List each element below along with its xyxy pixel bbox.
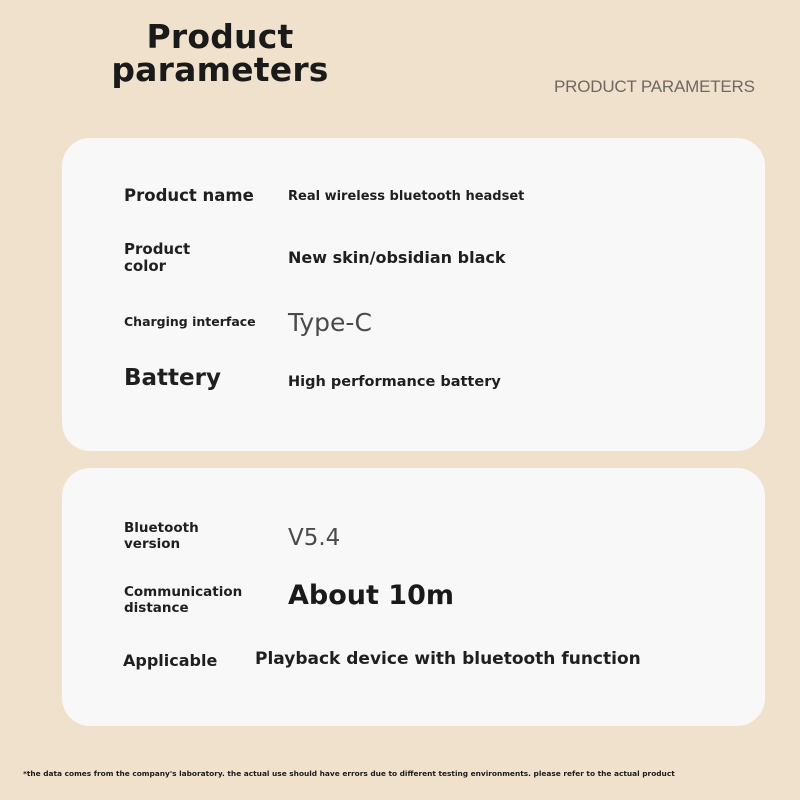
spec-label-battery: Battery [124, 365, 221, 391]
spec-label-communication-distance-line-2: distance [124, 600, 189, 616]
spec-label-bluetooth-version [124, 520, 199, 552]
spec-value-charging-interface: Type-C [288, 308, 372, 337]
spec-value-applicable: Playback device with bluetooth function [255, 649, 641, 669]
footnote-disclaimer: *the data comes from the company's laboratory. the actual use should have errors due to different testing environments. please refer to the actual product [23, 769, 675, 778]
page-title-line-2: parameters [111, 50, 329, 89]
spec-value-communication-distance: About 10m [288, 580, 455, 611]
spec-label-product-name: Product name [124, 186, 254, 205]
page-title-line-1: Product [146, 17, 294, 56]
spec-label-product-color-line-1: Product [124, 240, 191, 258]
spec-label-bluetooth-version-line-2: version [124, 536, 181, 552]
specs-card-connectivity [62, 468, 765, 726]
page-title [110, 17, 330, 89]
spec-label-communication-distance [124, 584, 242, 616]
spec-label-charging-interface: Charging interface [124, 314, 256, 329]
specs-card-basic [62, 138, 765, 451]
spec-label-applicable: Applicable [123, 651, 218, 670]
spec-label-bluetooth-version-line-1: Bluetooth [124, 520, 199, 536]
spec-label-communication-distance-line-1: Communication [124, 584, 243, 600]
spec-value-product-color: New skin/obsidian black [288, 248, 506, 267]
spec-value-product-name: Real wireless bluetooth headset [288, 189, 525, 204]
spec-value-battery: High performance battery [288, 374, 501, 390]
spec-label-product-color-line-2: color [124, 257, 167, 275]
spec-value-bluetooth-version: V5.4 [288, 525, 341, 551]
page-subtitle: PRODUCT PARAMETERS [554, 77, 755, 96]
spec-label-product-color [124, 241, 190, 275]
